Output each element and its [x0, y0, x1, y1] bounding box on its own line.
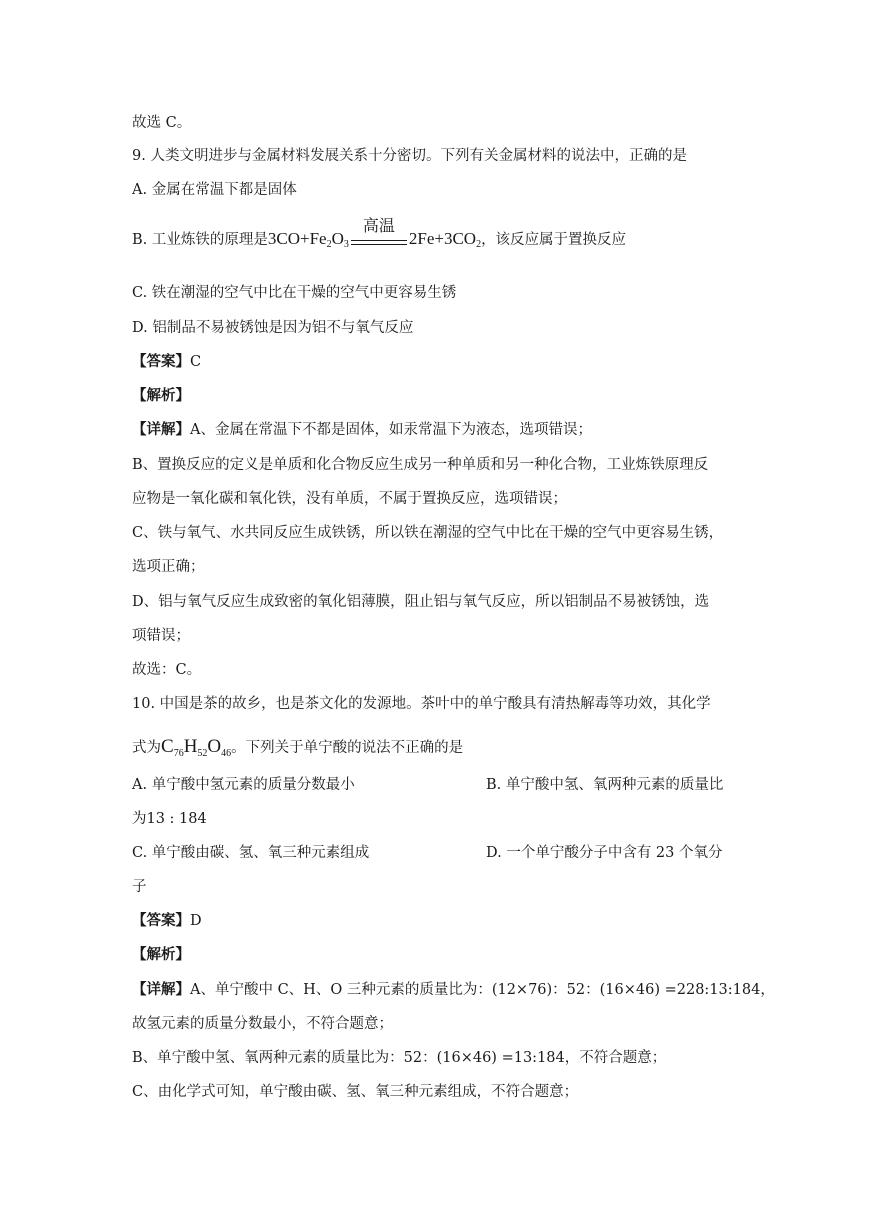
detail-9-b-line2: 应物是一氧化碳和氧化铁，没有单质，不属于置换反应，选项错误； [132, 491, 567, 507]
question-9-option-d: D. 铝制品不易被锈蚀是因为铝不与氧气反应 [132, 320, 414, 336]
previous-answer-line: 故选 C。 [132, 115, 192, 131]
answer-value: D [190, 913, 202, 929]
reaction-condition-arrow [351, 218, 407, 249]
detail-9-a: 【详解】A、金属在常温下不都是固体，如汞常温下为液态，选项错误； [132, 421, 592, 438]
question-10-option-a: A. 单宁酸中氢元素的质量分数最小 [132, 777, 355, 793]
answer-label: 【答案】 [132, 912, 190, 929]
detail-10-b: B、单宁酸中氢、氧两种元素的质量比为：52：(16×46) =13:184，不符合题意； [132, 1050, 667, 1066]
option-b-suffix: ，该反应属于置换反应 [481, 232, 627, 248]
question-10-option-b-line2: 为13 : 184 [132, 811, 207, 827]
question-10-stem-line2: 式为$C_{76}H_{52}O_{46}$。下列关于单宁酸的说法不正确的是 [132, 736, 464, 759]
reaction-equation: $3CO+Fe_2O_3$ 高温 $2Fe+3CO_2$ [267, 218, 482, 250]
reaction-condition: 高温 [362, 218, 395, 236]
detail-label: 【详解】 [132, 981, 190, 998]
question-10-option-d-line2: 子 [132, 879, 147, 895]
question-10-stem-line1: 10. 中国是茶的故乡，也是茶文化的发源地。茶叶中的单宁酸具有清热解毒等功效，其化学 [132, 696, 711, 712]
detail-10-a-line2: 故氢元素的质量分数最小，不符合题意； [132, 1016, 393, 1032]
tannic-acid-formula: $C_{76}H_{52}O_{46}$ [161, 736, 232, 759]
detail-9-d-line1: D、铝与氧气反应生成致密的氧化铝薄膜，阻止铝与氧气反应，所以铝制品不易被锈蚀，选 [132, 594, 710, 610]
question-10-option-b-line1: B. 单宁酸中氢、氧两种元素的质量比 [486, 777, 724, 793]
detail-10-c: C、由化学式可知，单宁酸由碳、氢、氧三种元素组成，不符合题意； [132, 1084, 579, 1100]
question-9-option-b [132, 218, 627, 255]
question-9-option-a: A. 金属在常温下都是固体 [132, 182, 297, 198]
question-9-stem: 9. 人类文明进步与金属材料发展关系十分密切。下列有关金属材料的说法中，正确的是 [132, 148, 687, 164]
detail-9-d-line2: 项错误； [132, 628, 190, 644]
question-10-option-d-line1: D. 一个单宁酸分子中含有 23 个氧分 [486, 845, 723, 861]
analysis-9-heading: 【解析】 [132, 387, 190, 404]
analysis-10-heading: 【解析】 [132, 946, 190, 963]
answer-10 [132, 911, 202, 931]
option-b-prefix: B. 工业炼铁的原理是 [132, 232, 268, 248]
question-10-option-c: C. 单宁酸由碳、氢、氧三种元素组成 [132, 845, 370, 861]
detail-10-a-line1: 【详解】A、单宁酸中 C、H、O 三种元素的质量比为：(12×76)：52：(16×46) =228:13:184， [132, 981, 775, 998]
detail-9-c-line2: 选项正确； [132, 559, 205, 575]
answer-label: 【答案】 [132, 353, 190, 370]
detail-9-c-line1: C、铁与氧气、水共同反应生成铁锈，所以铁在潮湿的空气中比在干燥的空气中更容易生锈， [132, 525, 724, 541]
detail-9-b-line1: B、置换反应的定义是单质和化合物反应生成另一种单质和另一种化合物，工业炼铁原理反 [132, 457, 709, 473]
answer-9 [132, 352, 201, 372]
answer-value: C [190, 354, 202, 370]
question-9-option-c: C. 铁在潮湿的空气中比在干燥的空气中更容易生锈 [132, 285, 457, 301]
detail-label: 【详解】 [132, 421, 190, 438]
detail-9-conclusion: 故选：C。 [132, 662, 202, 678]
